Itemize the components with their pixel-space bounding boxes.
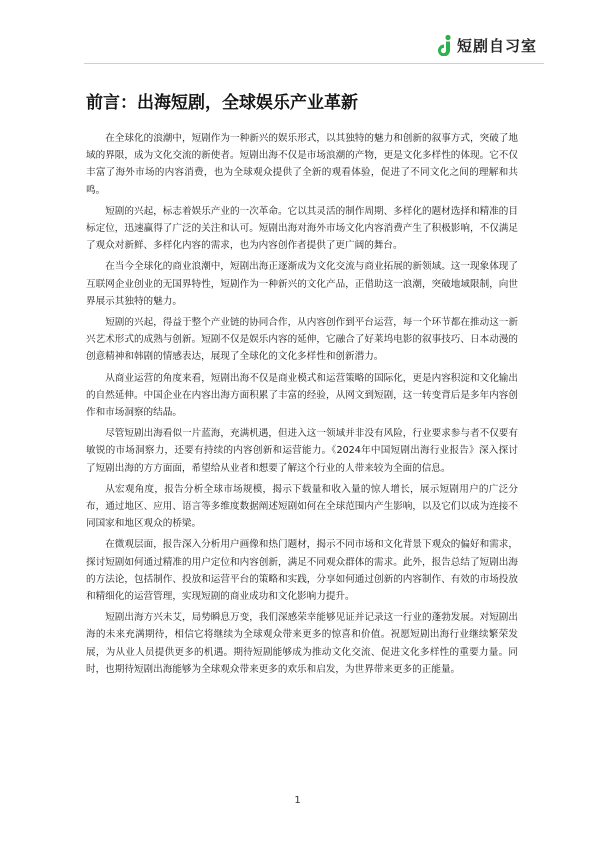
paragraph-5: 从商业运营的角度来看，短剧出海不仅是商业模式和运营策略的国际化，更是内容积淀和文化输出的自然延伸。中国企业在内容出海方面积累了丰富的经验，从网文到短剧，这一转变背后是多年内容创作和市场洞察的结晶。 xyxy=(86,372,518,419)
paragraph-9: 短剧出海方兴未艾，局势瞬息万变，我们深感荣幸能够见证并记录这一行业的蓬勃发展。对短剧出海的未来充满期待，相信它将继续为全球观众带来更多的惊喜和价值。祝愿短剧出海行业继续繁荣发展，为从业人员提供更多的机遇。期待短剧能够成为推动文化交流、促进文化多样性的重要力量。同时，也期待短剧出海能够为全球观众带来更多的欢乐和启发，为世界带来更多的正能量。 xyxy=(86,612,518,675)
paragraph-7: 从宏观角度，报告分析全球市场规模，揭示下载量和收入量的惊人增长，展示短剧用户的广泛分布，通过地区、应用、语言等多维度数据阐述短剧如何在全球范围内产生影响，以及它们以成为连接不同国家和地区观众的桥梁。 xyxy=(86,483,518,530)
paragraph-4: 短剧的兴起，得益于整个产业链的协同合作，从内容创作到平台运营，每一个环节都在推动这一新兴艺术形式的成熟与创新。短剧不仅是娱乐内容的延伸，它融合了好莱坞电影的叙事技巧、日本动漫的创意精神和韩剧的情感表达，展现了全球化的文化多样性和创新潜力。 xyxy=(86,317,518,363)
page-title: 前言：出海短剧，全球娱乐产业革新 xyxy=(86,93,358,113)
paragraph-3: 在当今全球化的商业浪潮中，短剧出海正逐渐成为文化交流与商业拓展的新领域。这一现象体现了互联网企业创业的无国界特性，短剧作为一种新兴的文化产品，正借助这一浪潮，突破地域限制，向世界展示其独特的魅力。 xyxy=(86,261,518,307)
header-divider xyxy=(84,63,544,64)
paragraph-6: 尽管短剧出海看似一片蓝海，充满机遇，但进入这一领域并非没有风险，行业要求参与者不仅要有敏锐的市场洞察力，还要有持续的内容创新和运营能力。《2024年中国短剧出海行业报告》深入探讨了短剧出海的方方面面，希望给从业者和想要了解这个行业的人带来较为全面的信息。 xyxy=(86,428,518,474)
page-number: 1 xyxy=(294,795,301,806)
logo-text: 短剧自习室 xyxy=(456,36,537,55)
logo-mark-icon xyxy=(437,34,453,56)
body-text xyxy=(86,130,518,682)
paragraph-2: 短剧的兴起，标志着娱乐产业的一次革命。它以其灵活的制作周期、多样化的题材选择和精准的目标定位，迅速赢得了广泛的关注和认可。短剧出海对海外市场文化内容消费产生了积极影响，不仅满足了观众对新鲜、多样化内容的需求，也为内容创作者提供了更广阔的舞台。 xyxy=(86,205,518,252)
brand-logo xyxy=(437,34,537,56)
paragraph-8: 在微观层面，报告深入分析用户画像和热门题材，揭示不同市场和文化背景下观众的偏好和需求，探讨短剧如何通过精准的用户定位和内容创新，满足不同观众群体的需求。此外，报告总结了短剧出海的方法论，包括制作、投放和运营平台的策略和实践，分享如何通过创新的内容制作、有效的市场投放和精细化的运营管理，实现短剧的商业成功和文化影响力提升。 xyxy=(86,539,518,603)
paragraph-1: 在全球化的浪潮中，短剧作为一种新兴的娱乐形式，以其独特的魅力和创新的叙事方式，突破了地域的界限，成为文化交流的新使者。短剧出海不仅是市场浪潮的产物，更是文化多样性的体现。它不仅丰富了海外市场的内容消费，也为全球观众提供了全新的观看体验，促进了不同文化之间的理解和共鸣。 xyxy=(86,133,518,196)
